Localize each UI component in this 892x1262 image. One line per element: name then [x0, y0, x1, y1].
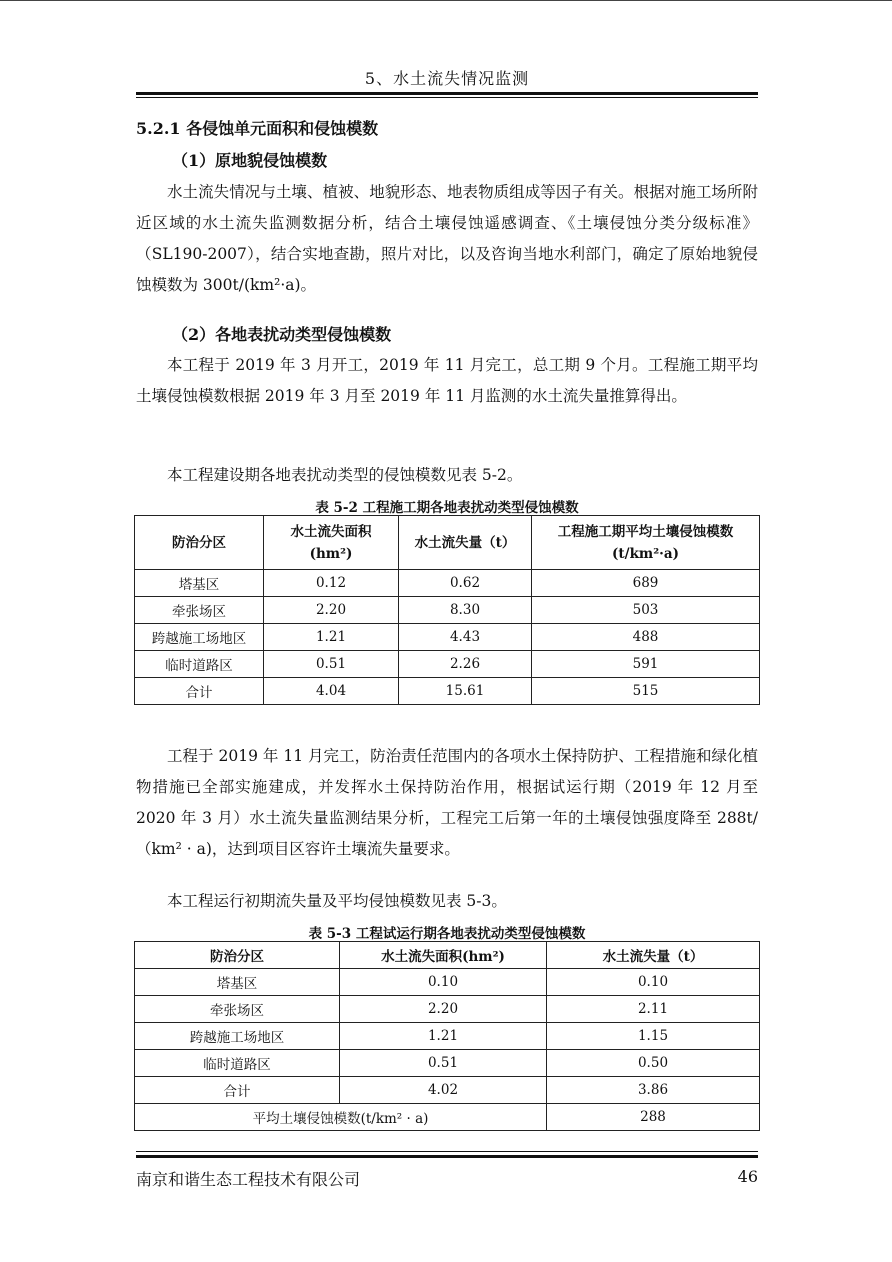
paragraph-table53-ref: 本工程运行初期流失量及平均侵蚀模数见表 5-3。: [167, 892, 507, 910]
table-total-row: [135, 678, 760, 705]
footer-rule: [136, 1155, 758, 1158]
cell-zone: 塔基区: [135, 570, 264, 597]
cell-area: 4.04: [264, 678, 399, 705]
section-heading: 5.2.1 各侵蚀单元面积和侵蚀模数: [136, 119, 379, 138]
cell-zone: 牵张场区: [135, 597, 264, 624]
col-header-loss: 水土流失量（t）: [547, 942, 760, 969]
footer-company: 南京和谐生态工程技术有限公司: [136, 1170, 361, 1189]
running-header: 5、水土流失情况监测: [364, 69, 530, 88]
table-5-2: [134, 515, 760, 705]
header-rule: [136, 92, 758, 95]
table53-caption: 表 5-3 工程试运行期各地表扰动类型侵蚀模数: [308, 926, 586, 942]
cell-loss: 3.86: [547, 1077, 760, 1104]
cell-zone: 合计: [135, 678, 264, 705]
header-rule-thin: [136, 97, 758, 98]
col-header-modulus-label: 工程施工期平均土壤侵蚀模数: [557, 523, 734, 540]
subheading-original-landform: （1）原地貌侵蚀模数: [172, 151, 328, 170]
table-average-row: [135, 1104, 760, 1131]
cell-average-label: 平均土壤侵蚀模数(t/km² · a): [135, 1104, 547, 1131]
subheading-disturbance-types: （2）各地表扰动类型侵蚀模数: [172, 325, 392, 344]
footer-rule-thin: [136, 1151, 758, 1152]
cell-loss: 4.43: [399, 624, 532, 651]
cell-zone: 合计: [135, 1077, 340, 1104]
cell-loss: 2.11: [547, 996, 760, 1023]
cell-modulus: 488: [532, 624, 760, 651]
table-row: [135, 1050, 760, 1077]
cell-modulus: 689: [532, 570, 760, 597]
paragraph-construction-period: 本工程于 2019 年 3 月开工，2019 年 11 月完工，总工期 9 个月。工程施工期平均土壤侵蚀模数根据 2019 年 3 月至 2019 年 11 月监测的水土流失量推算得出。: [136, 356, 758, 405]
cell-area: 0.51: [264, 651, 399, 678]
table-row: [135, 969, 760, 996]
col-header-area: [264, 516, 399, 570]
col-header-loss: 水土流失量（t）: [399, 516, 532, 570]
page-top-border: [0, 0, 892, 1]
table-header-row: [135, 942, 760, 969]
cell-loss: 0.62: [399, 570, 532, 597]
col-header-area-label: 水土流失面积: [290, 523, 372, 540]
cell-zone: 跨越施工场地区: [135, 1023, 340, 1050]
table-total-row: [135, 1077, 760, 1104]
cell-loss: 2.26: [399, 651, 532, 678]
cell-loss: 0.10: [547, 969, 760, 996]
table-row: [135, 996, 760, 1023]
col-header-modulus: [532, 516, 760, 570]
table-row: [135, 651, 760, 678]
col-header-area-unit: (hm²): [309, 545, 353, 562]
cell-loss: 8.30: [399, 597, 532, 624]
table-row: [135, 624, 760, 651]
cell-average-value: 288: [547, 1104, 760, 1131]
cell-loss: 0.50: [547, 1050, 760, 1077]
cell-modulus: 503: [532, 597, 760, 624]
table52-caption: 表 5-2 工程施工期各地表扰动类型侵蚀模数: [315, 500, 579, 516]
cell-modulus: 515: [532, 678, 760, 705]
table-row: [135, 597, 760, 624]
table-header-row: [135, 516, 760, 570]
page-number: 46: [737, 1167, 758, 1186]
table-row: [135, 1023, 760, 1050]
cell-loss: 1.15: [547, 1023, 760, 1050]
cell-zone: 临时道路区: [135, 651, 264, 678]
paragraph-original-erosion: 水土流失情况与土壤、植被、地貌形态、地表物质组成等因子有关。根据对施工场所附近区域的水土流失监测数据分析，结合土壤侵蚀遥感调查、《土壤侵蚀分类分级标准》（SL190-2007），结合实地查勘，照片对比，以及咨询当地水利部门，确定了原始地貌侵蚀模数为 300t/(km²·a)。: [136, 183, 758, 294]
cell-area: 1.21: [340, 1023, 547, 1050]
table-row: [135, 570, 760, 597]
cell-area: 0.12: [264, 570, 399, 597]
cell-zone: 临时道路区: [135, 1050, 340, 1077]
cell-zone: 牵张场区: [135, 996, 340, 1023]
cell-loss: 15.61: [399, 678, 532, 705]
cell-area: 4.02: [340, 1077, 547, 1104]
cell-area: 0.51: [340, 1050, 547, 1077]
col-header-zone: 防治分区: [135, 942, 340, 969]
cell-zone: 跨越施工场地区: [135, 624, 264, 651]
col-header-zone: 防治分区: [135, 516, 264, 570]
cell-area: 1.21: [264, 624, 399, 651]
cell-area: 2.20: [340, 996, 547, 1023]
paragraph-table52-ref: 本工程建设期各地表扰动类型的侵蚀模数见表 5-2。: [167, 466, 523, 484]
paragraph-trial-operation: 工程于 2019 年 11 月完工，防治责任范围内的各项水土保持防护、工程措施和绿化植物措施已全部实施建成，并发挥水土保持防治作用，根据试运行期（2019 年 12 月至 2020 年 3 月）水土流失量监测结果分析，工程完工后第一年的土壤侵蚀强度降至 288t/（km² · a)，达到项目区容许土壤流失量要求。: [136, 747, 758, 858]
table-5-3: [134, 941, 760, 1131]
col-header-area: 水土流失面积(hm²): [340, 942, 547, 969]
cell-zone: 塔基区: [135, 969, 340, 996]
cell-modulus: 591: [532, 651, 760, 678]
cell-area: 2.20: [264, 597, 399, 624]
cell-area: 0.10: [340, 969, 547, 996]
col-header-modulus-unit: (t/km²·a): [612, 545, 679, 562]
